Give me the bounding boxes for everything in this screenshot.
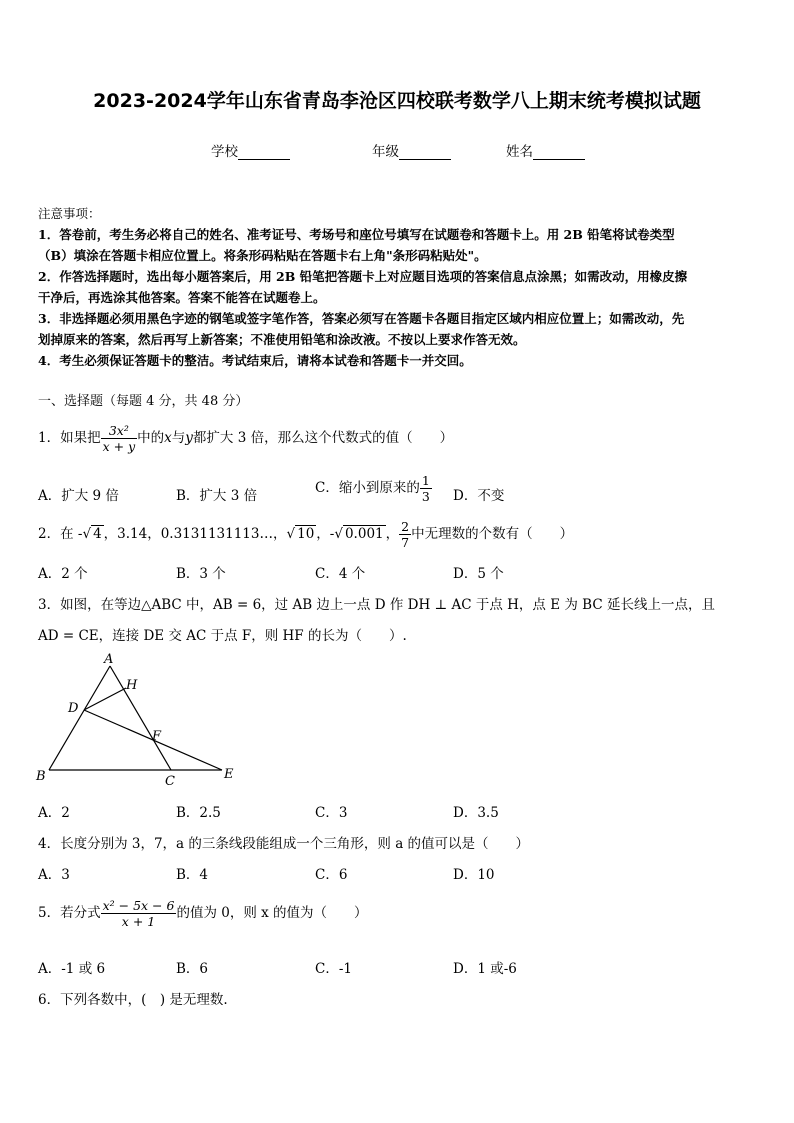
label-e: E: [224, 767, 234, 782]
q2-text-5: 中无理数的个数有（ ）: [411, 526, 574, 542]
q1-option-b[interactable]: B．扩大 3 倍: [176, 488, 258, 504]
q1-var-x: x: [164, 430, 172, 446]
q2-frac-den: 7: [401, 535, 410, 550]
q3-option-d[interactable]: D．3.5: [453, 805, 499, 821]
notes-heading: 注意事项：: [38, 206, 101, 221]
question-5: [38, 898, 368, 929]
q3-option-b[interactable]: B．2.5: [176, 805, 221, 821]
q1-option-c[interactable]: [315, 473, 432, 504]
q1-text-c: 都扩大 3 倍，那么这个代数式的值（ ）: [192, 430, 454, 446]
q4-option-c[interactable]: C．6: [315, 867, 348, 883]
grade-label: 年级: [372, 144, 399, 160]
q2-radicand-2: 10: [297, 526, 315, 542]
radical-sign: √: [334, 526, 343, 542]
grade-field: [372, 140, 451, 160]
q5-text: 的值为 0，则 x 的值为（ ）: [176, 905, 368, 921]
q2-frac-num: 2: [401, 519, 410, 534]
question-2: [38, 519, 573, 550]
label-h: H: [126, 678, 138, 693]
question-3-line-1: 3．如图，在等边△ABC 中，AB = 6，过 AB 边上一点 D 作 DH ⊥ AC 于点 H，点 E 为 BC 延长线上一点，且: [38, 597, 715, 613]
triangle-figure: [30, 648, 240, 790]
q1-option-c-label: C．缩小到原来的: [315, 480, 420, 496]
q4-option-a[interactable]: A．3: [38, 867, 70, 883]
q1-c-num: 1: [421, 473, 430, 488]
side-ac: [110, 666, 171, 770]
q4-option-b[interactable]: B．4: [176, 867, 209, 883]
label-f: F: [152, 729, 162, 744]
q5-prefix: 5．若分式: [38, 905, 101, 921]
label-c: C: [165, 774, 175, 789]
side-ab: [49, 666, 110, 770]
q3-option-a[interactable]: A．2: [38, 805, 70, 821]
q2-radicand-1: 4: [93, 526, 102, 542]
q1-option-c-fraction: [420, 473, 432, 504]
notes-line: 4．考生必须保证答题卡的整洁。考试结束后，请将本试卷和答题卡一并交回。: [38, 353, 472, 368]
q2-option-d[interactable]: D．5 个: [453, 566, 504, 582]
notes-line: （B）填涂在答题卡相应位置上。将条形码粘贴在答题卡右上角"条形码粘贴处"。: [38, 248, 487, 263]
school-label: 学校: [211, 144, 238, 160]
q2-option-b[interactable]: B．3 个: [176, 566, 226, 582]
name-blank[interactable]: [533, 145, 585, 160]
name-label: 姓名: [506, 144, 533, 160]
q2-radicand-3: 0.001: [344, 526, 384, 542]
q1-option-d[interactable]: D．不变: [453, 488, 505, 504]
grade-blank[interactable]: [399, 145, 451, 160]
q5-option-c[interactable]: C．-1: [315, 961, 352, 977]
q5-frac-den: x + 1: [121, 914, 156, 929]
label-a: A: [104, 652, 114, 667]
q1-frac-den: x + y: [102, 439, 136, 454]
q1-prefix: 1．如果把: [38, 430, 101, 446]
q2-text-2: ，3.14，0.3131131113…，: [103, 526, 287, 542]
q5-option-b[interactable]: B．6: [176, 961, 209, 977]
q5-fraction: [101, 898, 177, 929]
exam-title: 2023-2024学年山东省青岛李沧区四校联考数学八上期末统考模拟试题: [93, 90, 701, 112]
label-d: D: [68, 701, 79, 716]
school-blank[interactable]: [238, 145, 290, 160]
radical-sign: √: [82, 526, 92, 542]
q2-text-3: ，-: [316, 526, 335, 542]
q5-option-d[interactable]: D．1 或-6: [453, 961, 517, 977]
question-1: [38, 423, 453, 454]
q3-option-c[interactable]: C．3: [315, 805, 348, 821]
school-field: [211, 140, 290, 160]
label-b: B: [36, 769, 46, 784]
name-field: [506, 140, 585, 160]
question-6: 6．下列各数中，( ) 是无理数.: [38, 992, 228, 1008]
q2-option-a[interactable]: A．2 个: [38, 566, 88, 582]
radical-sign: √: [286, 526, 296, 542]
q2-text-1: 2．在 -: [38, 526, 83, 542]
exam-notes: [38, 203, 760, 371]
q4-option-d[interactable]: D．10: [453, 867, 495, 883]
q1-text-a: 中的: [137, 430, 165, 446]
q1-fraction: [101, 423, 138, 454]
notes-line: 2．作答选择题时，选出每小题答案后，用 2B 铅笔把答题卡上对应题目选项的答案信息点涂黑；如需改动，用橡皮擦: [38, 269, 688, 284]
q5-frac-num: x² − 5x − 6: [102, 898, 175, 913]
q2-text-4: ，: [385, 526, 400, 542]
q1-var-y: y: [185, 430, 193, 446]
question-4: 4．长度分别为 3，7，a 的三条线段能组成一个三角形，则 a 的值可以是（ ）: [38, 836, 530, 852]
notes-line: 划掉原来的答案，然后再写上新答案；不准使用铅笔和涂改液。不按以上要求作答无效。: [38, 332, 526, 347]
q5-option-a[interactable]: A．-1 或 6: [38, 961, 106, 977]
section-heading: 一、选择题（每题 4 分，共 48 分）: [38, 394, 249, 409]
q1-frac-num: 3x²: [101, 423, 138, 439]
q2-fraction: [399, 519, 411, 550]
notes-line: 3．非选择题必须用黑色字迹的钢笔或签字笔作答，答案必须写在答题卡各题目指定区域内相应位置上；如需改动，先: [38, 311, 685, 326]
notes-line: 干净后，再选涂其他答案。答案不能答在试题卷上。: [38, 290, 326, 305]
notes-line: 1．答卷前，考生务必将自己的姓名、准考证号、考场号和座位号填写在试题卷和答题卡上。用 2B 铅笔将试卷类型: [38, 227, 675, 242]
q1-option-a[interactable]: A．扩大 9 倍: [38, 488, 119, 504]
q1-text-b: 与: [171, 430, 186, 446]
question-3-line-2: AD = CE，连接 DE 交 AC 于点 F，则 HF 的长为（ ）.: [38, 628, 407, 644]
q2-option-c[interactable]: C．4 个: [315, 566, 366, 582]
q1-c-den: 3: [421, 489, 430, 504]
